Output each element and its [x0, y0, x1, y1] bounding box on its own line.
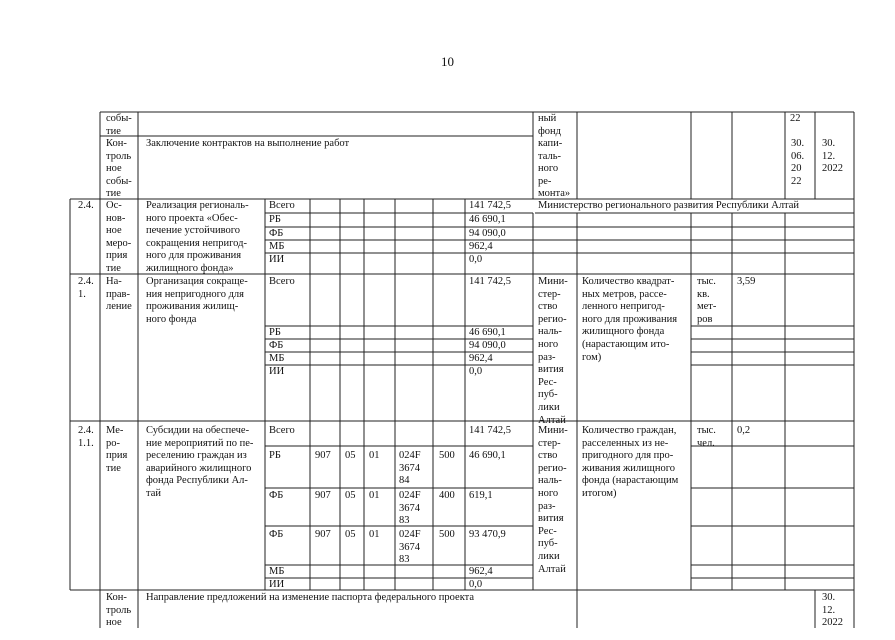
row-e-sum: 619,1 [469, 490, 493, 501]
row-c-name: Реализация региональ- ного проекта «Обес- печение устойчивого сокращения непригод- ного для проживания жилищного фонда» [146, 200, 249, 274]
row-e-sum: 141 742,5 [469, 425, 511, 436]
row-e-value: 0,2 [737, 425, 751, 436]
row-c-sum: 141 742,5 [469, 200, 511, 211]
row-e-vr: 500 [439, 450, 455, 461]
row-e-grbs: 907 [315, 490, 331, 501]
row-c-type: Ос- нов- ное меро- прия тие [106, 200, 132, 274]
row-e-source: ФБ [269, 490, 284, 501]
row-d-indicator: Количество квадрат- ных метров, рассе- ленного непригод- ного для проживания жилищного фонда (нарастающим ито- гом) [582, 276, 678, 363]
row-e-pr: 01 [369, 490, 380, 501]
row-d-name: Организация сокраще- ния непригодного для проживания жилищ- ного фонда [146, 276, 248, 325]
row-e-grbs: 907 [315, 529, 331, 540]
row-a-tail: ный фонд [538, 113, 562, 137]
row-c-number: 2.4. [78, 200, 94, 211]
row-e-source: Всего [269, 425, 295, 436]
row-c-sum: 962,4 [469, 241, 493, 252]
row-d-value: 3,59 [737, 276, 756, 287]
row-c-sum: 0,0 [469, 254, 483, 265]
row-e-source: РБ [269, 450, 281, 461]
row-d-sum: 46 690,1 [469, 327, 506, 338]
row-e-grbs: 907 [315, 450, 331, 461]
page-number: 10 [441, 54, 454, 69]
row-e-csr: 024F 3674 84 [399, 450, 421, 487]
row-e-source: ИИ [269, 579, 285, 590]
row-e-executor: Мини- стер- ство регио- наль- ного раз- вития Рес- пуб- лики Алтай [538, 425, 568, 575]
row-d-source: МБ [269, 353, 285, 364]
row-b-date-end: 30. 12. 2022 [822, 138, 843, 175]
row-a-date: 22 [790, 113, 801, 124]
row-c-source: ФБ [269, 228, 284, 239]
row-e-vr: 500 [439, 529, 455, 540]
row-e-pr: 01 [369, 529, 380, 540]
row-d-type: На- прав- ление [106, 276, 132, 313]
row-e-source: ФБ [269, 529, 284, 540]
row-c-sum: 46 690,1 [469, 214, 506, 225]
row-e-csr: 024F 3674 83 [399, 490, 421, 527]
row-e-sum: 93 470,9 [469, 529, 506, 540]
row-e-rz: 05 [345, 529, 356, 540]
row-c-source: ИИ [269, 254, 285, 265]
row-c-source: Всего [269, 200, 295, 211]
row-b-executor: капи- таль- ного ре- монта» [538, 138, 571, 200]
row-e-indicator: Количество граждан, расселенных из не- пригодного для про- живания жилищного фонда (нарастающим итогом) [582, 425, 679, 499]
row-e-rz: 05 [345, 490, 356, 501]
row-d-executor: Мини- стер- ство регио- наль- ного раз- вития Рес- пуб- лики Алтай [538, 276, 568, 426]
row-e-sum: 46 690,1 [469, 450, 506, 461]
row-d-sum: 141 742,5 [469, 276, 511, 287]
row-c-source: МБ [269, 241, 285, 252]
row-e-rz: 05 [345, 450, 356, 461]
row-d-number: 2.4. 1. [78, 276, 94, 300]
row-e-name: Субсидии на обеспече- ние мероприятий по пе- реселению граждан из аварийного жилищного фонда Республики Ал- тай [146, 425, 254, 499]
row-e-sum: 962,4 [469, 566, 493, 577]
row-e-csr: 024F 3674 83 [399, 529, 421, 566]
row-c-source: РБ [269, 214, 281, 225]
row-c-executor: Министерство регионального развития Республики Алтай [538, 200, 800, 211]
row-f-date-end: 30. 12. 2022 [822, 592, 843, 629]
row-f-name: Направление предложений на изменение паспорта федерального проекта [146, 592, 475, 603]
row-b-type: Кон- троль ное собы- тие [106, 138, 132, 200]
row-e-vr: 400 [439, 490, 455, 501]
row-e-pr: 01 [369, 450, 380, 461]
row-d-source: РБ [269, 327, 281, 338]
row-e-number: 2.4. 1.1. [78, 425, 94, 449]
row-d-unit: тыс. кв. мет- ров [697, 276, 717, 325]
row-d-source: Всего [269, 276, 295, 287]
row-e-source: МБ [269, 566, 285, 577]
row-d-source: ФБ [269, 340, 284, 351]
row-e-sum: 0,0 [469, 579, 483, 590]
row-b-name: Заключение контрактов на выполнение работ [146, 138, 350, 149]
row-d-source: ИИ [269, 366, 285, 377]
row-d-sum: 94 090,0 [469, 340, 506, 351]
row-f-type: Кон- троль ное [106, 592, 132, 629]
row-d-sum: 0,0 [469, 366, 483, 377]
row-c-sum: 94 090,0 [469, 228, 506, 239]
row-e-unit: тыс. чел. [697, 425, 716, 449]
row-e-type: Ме- ро- прия тие [106, 425, 128, 474]
row-a-type: собы- тие [106, 113, 132, 137]
row-d-sum: 962,4 [469, 353, 493, 364]
row-b-date-start: 30. 06. 20 22 [791, 138, 805, 187]
